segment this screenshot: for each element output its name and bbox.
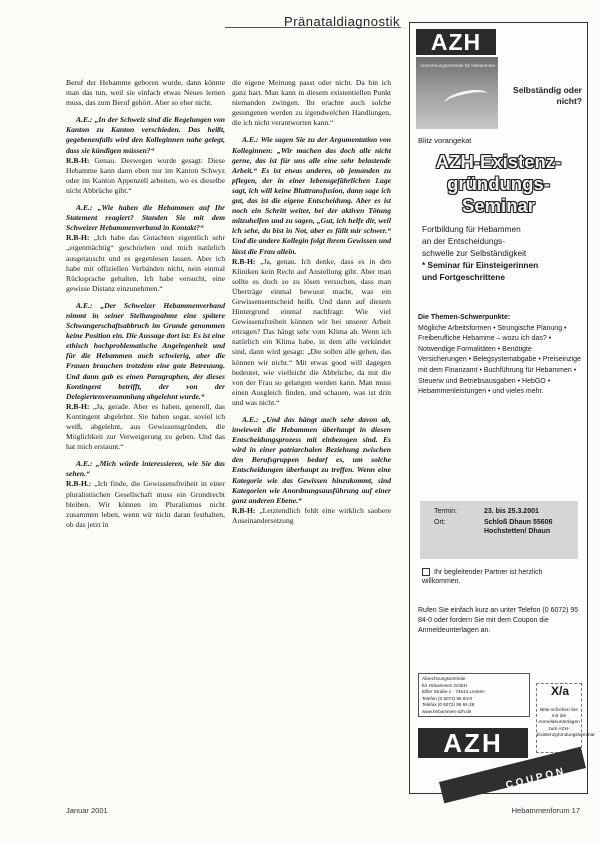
stamp-box xyxy=(536,683,595,753)
termin-label: Termin: xyxy=(434,508,457,515)
checkbox-icon[interactable] xyxy=(422,568,430,576)
answer: Genau. Deswegen wurde gesagt: Diese Hebamme kann dann eben nur im Kanton Schwyz oder im Kanton Appenzell arbeiten, wo es dieselbe nicht Abbrüche gibt.“ xyxy=(66,155,225,195)
azh-logo: AZH xyxy=(416,29,496,55)
article-column-1 xyxy=(66,78,225,537)
fortbildung-line: Fortbildung für Hebammen xyxy=(422,224,521,234)
footer-page: Hebammenforum 17 xyxy=(511,806,580,815)
advertisement xyxy=(409,22,595,794)
call-to-action: Rufen Sie einfach kurz an unter Telefon (0 6072) 95 84-0 oder fordern Sie mit dem Coupon die Anmeldeunterlagen an. xyxy=(418,607,579,634)
azh-logo-bottom: AZH xyxy=(418,728,528,758)
answer: „Ich habe das Gutachten eigentlich sehr „eigenmächtig“ geschrieben und mich natürlich ausgetauscht und es gegenlesen lassen. Aber ich habe mit offiziellen Verbänden nicht, nein einmal Rücksprache gehalten. Ich habe versucht, eine gewisse Distanz einzunehmen.“ xyxy=(66,233,225,293)
address-line: Eifler Straße 1 · 74613 Leimen xyxy=(422,689,485,695)
themes-heading: Die Themen-Schwerpunkte: xyxy=(418,314,511,321)
answer-speaker: R.B-H.: xyxy=(66,479,92,489)
question: A.E.: „Und das hängt auch sehr davon ab, inwieweit die Hebammen überhaupt in diesen Entscheidungsprozess mit einbezogen sind. Es wird in einer patriarchalen Beziehung zwischen den Berufsgruppen bedarf es, um solche Entscheidungen überhaupt zu treffen. Wenn eine Kategorie wie das Gewissen hinzukommt, sind Kategorien wie Anordnungsausführung auf einer ganz anderen Ebene.“ xyxy=(232,415,391,505)
answer-speaker: R.B-H: xyxy=(66,233,90,243)
qa-block xyxy=(66,115,225,196)
qa-block xyxy=(232,415,391,526)
termin-box xyxy=(420,501,578,559)
fortbildung-line: * Seminar für Einsteigerinnen xyxy=(422,260,539,270)
address-box xyxy=(418,673,530,717)
themes-list: Mögliche Arbeitsformen • Strungische Planung • Freiberufliche Hebamme – wozu ich das? • Notwendige Formalitäten • Benötigte Versicherungen • Belegsystemabgabe • Preiseinzige mit dem Finanzamt • Buchführung für Hebammen • Steuerw und Betriebsausgaben • HebGO • Hebammenleistungen • und vieles mehr. xyxy=(418,324,581,396)
ad-blitz: Blitz vorangekat xyxy=(418,136,472,145)
section-title: Pränataldiagnostik xyxy=(284,14,400,29)
answer: „Letztendlich fehlt eine wirklich saubere Auseinandersetzung xyxy=(232,505,391,525)
partner-note xyxy=(422,568,578,586)
ort-label: Ort: xyxy=(434,519,446,526)
ad-teaser: Selbständig oder nicht? xyxy=(513,85,582,106)
address-line: www.hebammen-azh.de xyxy=(422,708,472,714)
fortbildung-text xyxy=(422,223,582,283)
question: A.E.: „Der Schweizer Hebammenverband nimmt in seiner Stellungnahme eine spätere Schwangerschaftsabbruch im Grunde genommen keine Position ein. Die Aussage dort ist: Es ist eine ethisch hochproblematische Angelegenheit und für die Hebammen auch schwierig, aber die Frauen brauchen trotzdem eine gute Betreuung. Und dann gab es einen Paragraphen, der dieses Kontingent betrifft, der von der Delegiertenversammlung abgelehnt wurde.“ xyxy=(66,300,225,401)
answer-speaker: R.B-H: xyxy=(66,401,90,411)
question: A.E.: „In der Schweiz sind die Regelungen von Kanton zu Kanton verschieden. Das heißt, gegebenenfalls wird den Kolleginnen nahe gelegt, dass sie kündigen müssen?“ xyxy=(66,115,225,155)
partner-text: Ihr begleitender Partner ist herzlich willkommen. xyxy=(422,569,543,585)
answer: „Ja, gerade. Aber es haben, generell, das Kontingent abgelehnt. Sie haben sogar, soviel ich weiß, abgelehnt, aus Gewissensgründen, die Möglichkeit zur Verweigerung zu geben. Und das hat mich erstaunt.“ xyxy=(66,401,225,452)
coupon-label[interactable]: COUPON xyxy=(504,765,568,792)
address-line: für Hebammen GmbH xyxy=(422,682,467,688)
photo-caption: Abrechnungszentrale für Hebammen xyxy=(420,63,496,68)
bird-icon xyxy=(443,87,489,111)
fortbildung-line: schwelle zur Selbständigkeit xyxy=(422,248,527,258)
themes-block xyxy=(418,313,582,398)
answer: „Ja, genau. Ich denke, dass es in den Kliniken kein Recht auf Anstellung gibt. Aber man sollte es doch so zu lösen versuchen, dass man Überträge einmal bewusst macht, was ein Gewissensentscheid heißt. Und dann auf diesem Hintergrund einmal nachfragt: Wie viel Gewissensfreiheit können wir bei unserer Arbeit ertragen? Das hängt sehr vom Klima ab. Wenn ich natürlich ein Klima habe, in dem alle verkündet sind, dann wird gesagt: „Die sollen alle gehen, das können wir nicht.“ Mit etwas good will dagegen bedeutet, wie vielleicht die Abbrüche, da mit die von der Frau so gelangen werden kann. Man muss einen Ausgleich finden, und schauen, was ist drin und was nicht.“ xyxy=(232,256,391,407)
sky-photo xyxy=(416,57,498,129)
stamp-text: Bitte schicken Sie mir die Anmeldeunterlagen zum AZH-Existenzgründungsseminar xyxy=(537,708,595,738)
article-column-2 xyxy=(232,78,391,533)
fortbildung-line: und Fortgeschrittene xyxy=(422,272,505,282)
qa-block xyxy=(232,135,391,408)
question: A.E.: „Wie haben die Hebammen auf Ihr Statement reagiert? Standen Sie mit dem Schweizer Hebammenverband in Kontakt?“ xyxy=(66,203,225,233)
question: A.E.: „Mich würde interessieren, wie Sie das sehen.“ xyxy=(66,459,225,479)
answer-speaker: R.B-H: xyxy=(232,505,256,515)
termin-value: 23. bis 25.3.2001 xyxy=(484,508,539,515)
seminar-title: AZH-Existenz-gründungs-Seminar xyxy=(435,151,562,216)
qa-block xyxy=(66,203,225,294)
answer: „Ich finde, die Gewissensfreiheit in einer pluralistischen Gesellschaft muss ein Grundrecht bleiben. Wir können im Pluralismus nicht zusammen leben, wenn wir nicht daran festhalten, ob das jetzt in xyxy=(66,479,225,529)
address-line: Telefax (0 6072) 95 84-26 xyxy=(422,702,475,708)
stamp-mark: X/a xyxy=(551,684,570,698)
answer-speaker: R.B-H: xyxy=(66,155,90,165)
answer-speaker: R.B-H: xyxy=(232,256,256,266)
footer-date: Januar 2001 xyxy=(66,806,108,815)
paragraph: Beruf der Hebamme geboren wurde, dann könnte man das tun, weil sie einfach etwas Neues lernen muss, das zum Beruf gehört. Aber so eher nicht. xyxy=(66,78,225,108)
qa-block xyxy=(66,301,225,452)
question: A.E.: Wie sagen Sie zu der Argumentation von Kolleginnen: „Wir machen das doch alle nicht gerne, das ist für uns alle eine sehr belastende Arbeit.“ Es ist etwas anderes, ob jemanden zu pflegen, der in einer lebensgefährlichen Lage sagt, ich will keine Bluttransfusion, dann sage ich gut, das ist die eigene Entscheidung. Aber es ist noch ein Schritt weiter, bei der aktiven Tötung mitzuhelfen und zu sagen, „Gut, ich helfe dir, weil ich sehe, du bist in Not, aber es fällt mir schwer.“ Und die andere Kollegin folgt ihrem Gewissen und lässt die Frau allein. xyxy=(232,135,391,256)
address-line: Abrechnungszentrale xyxy=(422,676,466,681)
ort-value: Schloß Dhaun 55606 Hochstetten/ Dhaun xyxy=(484,519,553,535)
qa-block xyxy=(66,459,225,530)
fortbildung-line: an der Entscheidungs- xyxy=(422,236,506,246)
address-line: Telefon (0 6072) 95 84-0 xyxy=(422,695,473,701)
paragraph: die eigene Meinung passt oder nicht. Da bin ich ganz hart. Man kann in diesem existentiellen Punkt niemanden zwingen. Ihr erachte auch solche gesungenen werden zu irgendwelchen Handlungen, die ich nicht verantworten kann.“ xyxy=(232,78,391,128)
